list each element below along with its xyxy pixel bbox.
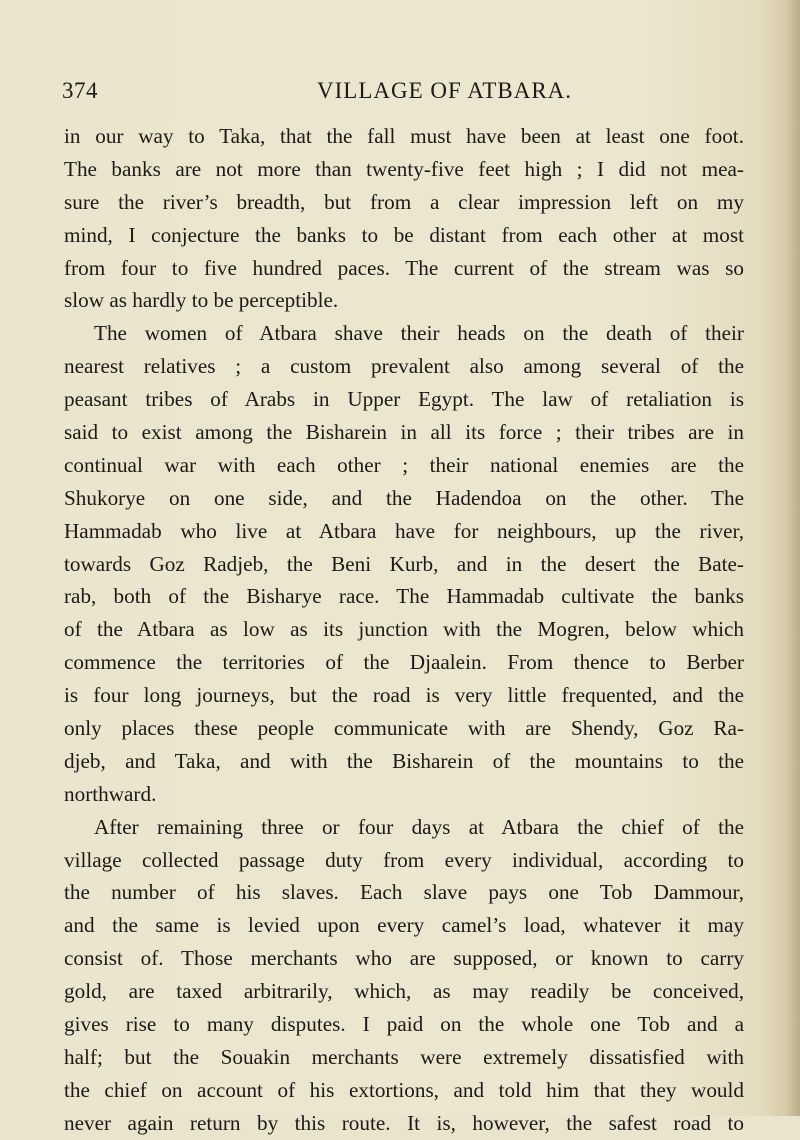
text-line: from four to five hundred paces. The current of the stream was so — [64, 255, 744, 280]
text-line: village collected passage duty from every individual, according to — [64, 847, 744, 872]
text-line: Hammadab who live at Atbara have for neighbours, up the river, — [64, 518, 744, 543]
text-line: in our way to Taka, that the fall must have been at least one foot. — [64, 124, 744, 148]
text-line: slow as hardly to be perceptible. — [64, 288, 339, 313]
text-line: gold, are taxed arbitrarily, which, as may readily be conceived, — [64, 979, 744, 1004]
text-line: said to exist among the Bisharein in all its force ; their tribes are in — [64, 420, 744, 445]
text-line: towards Goz Radjeb, the Beni Kurb, and in the desert the Bate- — [64, 551, 744, 576]
text-line: consist of. Those merchants who are supposed, or known to carry — [64, 946, 744, 971]
text-line: commence the territories of the Djaalein. From thence to Berber — [64, 650, 744, 675]
text-line: nearest relatives ; a custom prevalent also among several of the — [64, 354, 744, 379]
text-line: the chief on account of his extortions, and told him that they would — [64, 1077, 744, 1102]
text-line: northward. — [64, 781, 157, 806]
text-line: half; but the Souakin merchants were extremely dissatisfied with — [64, 1044, 744, 1069]
text-line: rab, both of the Bisharye race. The Hammadab cultivate the banks — [64, 584, 744, 609]
text-line: continual war with each other ; their national enemies are the — [64, 452, 744, 477]
text-line: peasant tribes of Arabs in Upper Egypt. The law of retaliation is — [64, 387, 744, 412]
text-line: the number of his slaves. Each slave pays one Tob Dammour, — [64, 880, 744, 905]
text-line: After remaining three or four days at Atbara the chief of the — [94, 814, 744, 839]
text-line: The women of Atbara shave their heads on the death of their — [94, 321, 744, 346]
page-header — [62, 78, 746, 114]
text-line: only places these people communicate with are Shendy, Goz Ra- — [64, 716, 744, 741]
text-line: gives rise to many disputes. I paid on the whole one Tob and a — [64, 1012, 744, 1037]
text-line: mind, I conjecture the banks to be distant from each other at most — [64, 222, 744, 247]
text-line: sure the river’s breadth, but from a clear impression left on my — [64, 189, 744, 214]
page-number: 374 — [62, 78, 98, 103]
text-line: Shukorye on one side, and the Hadendoa on the other. The — [64, 485, 744, 510]
text-line: of the Atbara as low as its junction with the Mogren, below which — [64, 617, 744, 642]
text-line: and the same is levied upon every camel’s load, whatever it may — [64, 913, 744, 938]
body-text — [64, 120, 744, 1140]
running-head: VILLAGE OF ATBARA. — [317, 78, 573, 103]
page-edge-shadow — [786, 0, 800, 1116]
text-line: is four long journeys, but the road is very little frequented, and the — [64, 683, 744, 708]
text-line: The banks are not more than twenty-five feet high ; I did not mea- — [64, 156, 744, 181]
text-line: djeb, and Taka, and with the Bisharein of the mountains to the — [64, 748, 744, 773]
text-line: never again return by this route. It is, however, the safest road to — [64, 1110, 744, 1135]
